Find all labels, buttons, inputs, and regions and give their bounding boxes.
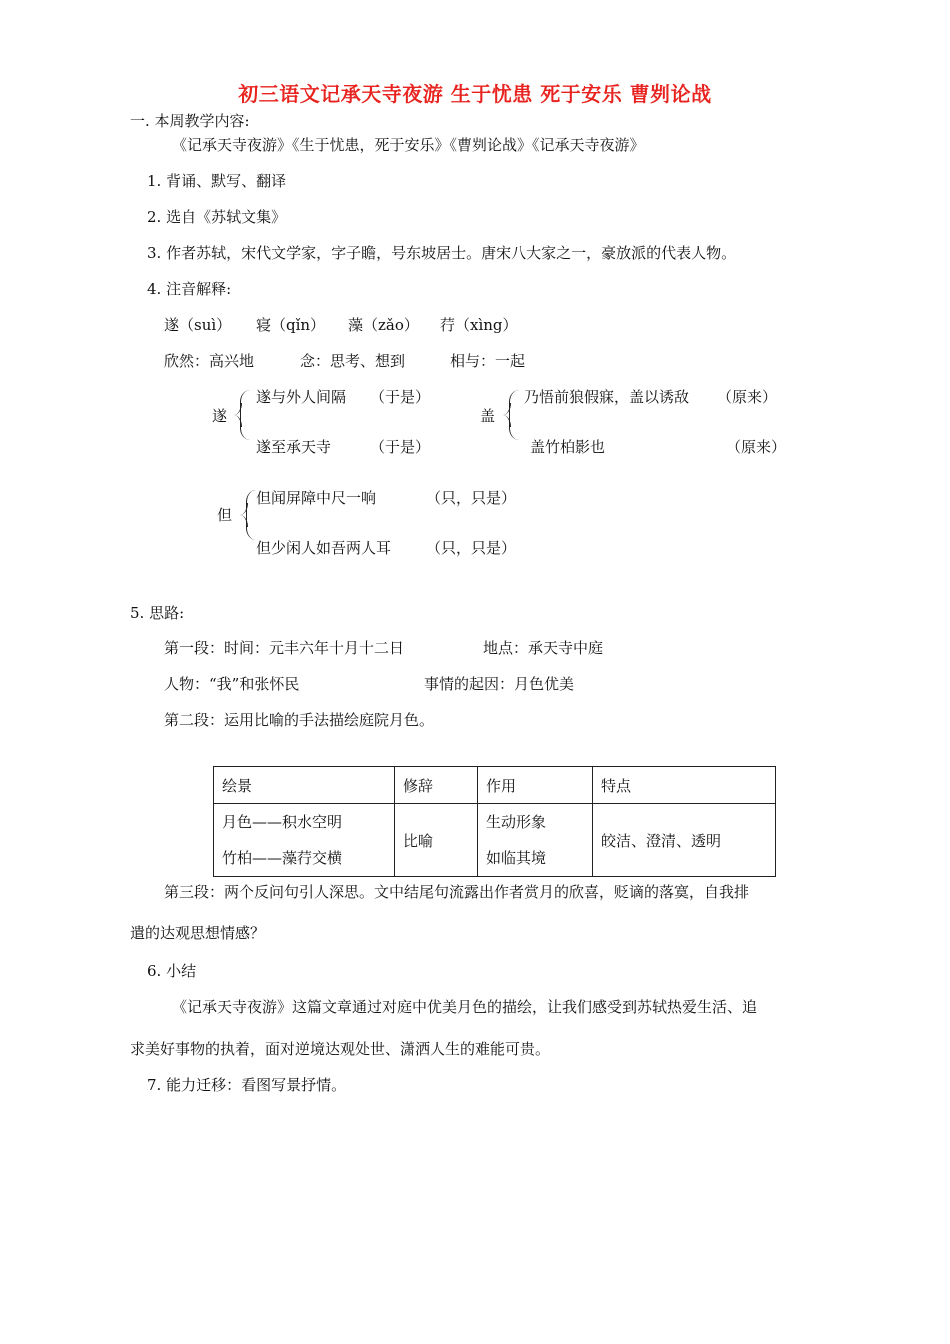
section-heading-transfer: 7. 能力迁移：看图写景抒情。 — [147, 1076, 347, 1094]
item-annotation: 4. 注音解释: — [147, 280, 232, 298]
section-heading-outline: 5. 思路: — [130, 604, 185, 622]
effect-vivid: 生动形象 — [486, 813, 547, 831]
meaning-xiangyu: 相与：一起 — [450, 352, 526, 370]
outline-people: 人物：“我”和张怀民 — [164, 675, 300, 693]
group-line: 遂与外人间隔 — [256, 388, 347, 406]
brace-icon — [509, 390, 524, 440]
item-recite: 1. 背诵、默写、翻译 — [147, 172, 287, 190]
pinyin-xing: 荇（xìng） — [440, 316, 518, 334]
summary-line: 《记承天寺夜游》这篇文章通过对庭中优美月色的描绘，让我们感受到苏轼热爱生活、追 — [172, 998, 758, 1016]
group-note: （原来） — [717, 388, 778, 406]
group-line: 遂至承天寺 — [256, 438, 332, 456]
group-note: （原来） — [726, 438, 787, 456]
group-line: 但少闲人如吾两人耳 — [256, 539, 392, 557]
table-header-cell: 作用 — [478, 767, 593, 804]
outline-para2: 第二段：运用比喻的手法描绘庭院月色。 — [164, 711, 435, 729]
group-line: 乃悟前狼假寐，盖以诱敌 — [524, 388, 690, 406]
table-header-row — [214, 767, 776, 804]
summary-line: 求美好事物的执着，面对逆境达观处世、潇洒人生的难能可贵。 — [130, 1040, 551, 1058]
group-char: 遂 — [212, 407, 228, 425]
pinyin-qin: 寝（qǐn） — [256, 316, 326, 334]
table-header-cell: 特点 — [593, 767, 776, 804]
scene-moon: 月色——积水空明 — [222, 813, 343, 831]
group-note: （只，只是） — [426, 489, 517, 507]
effect-immersive: 如临其境 — [486, 849, 547, 867]
group-note: （于是） — [370, 388, 431, 406]
table-header-cell: 修辞 — [395, 767, 478, 804]
section-heading-summary: 6. 小结 — [147, 962, 197, 980]
meaning-nian: 念：思考、想到 — [300, 352, 406, 370]
pinyin-sui: 遂（suì） — [164, 316, 232, 334]
group-line: 但闻屏障中尺一响 — [256, 489, 377, 507]
group-note: （于是） — [370, 438, 431, 456]
outline-place: 地点：承天寺中庭 — [483, 639, 604, 657]
para3-line: 第三段：两个反问句引人深思。文中结尾句流露出作者赏月的欣喜，贬谪的落寞，自我排 — [164, 883, 750, 901]
analysis-table — [213, 766, 776, 877]
pinyin-zao: 藻（zǎo） — [348, 316, 419, 334]
item-author: 3. 作者苏轼，宋代文学家，字子瞻，号东坡居士。唐宋八大家之一，豪放派的代表人物。 — [147, 244, 737, 262]
group-note: （只，只是） — [426, 539, 517, 557]
texts-list: 《记承天寺夜游》《生于忧患，死于安乐》《曹刿论战》《记承天寺夜游》 — [172, 136, 645, 154]
brace-icon — [240, 390, 255, 440]
table-header-cell: 绘景 — [214, 767, 395, 804]
group-char: 但 — [217, 506, 233, 524]
para3-line: 遣的达观思想情感？ — [130, 924, 266, 942]
section-heading-content: 一. 本周教学内容: — [130, 112, 250, 130]
table-cell-scene — [214, 804, 395, 877]
group-line: 盖竹柏影也 — [530, 438, 606, 456]
item-source: 2. 选自《苏轼文集》 — [147, 208, 287, 226]
table-cell-effect — [478, 804, 593, 877]
scene-bamboo: 竹柏——藻荇交横 — [222, 849, 343, 867]
outline-time: 第一段：时间：元丰六年十月十二日 — [164, 639, 405, 657]
page-title: 初三语文记承天寺夜游 生于忧患 死于安乐 曹刿论战 — [238, 82, 712, 106]
meaning-xinran: 欣然：高兴地 — [164, 352, 255, 370]
table-cell-rhetoric: 比喻 — [395, 804, 478, 877]
table-row — [214, 804, 776, 877]
outline-cause: 事情的起因：月色优美 — [424, 675, 575, 693]
group-char: 盖 — [480, 407, 496, 425]
table-cell-feature: 皎洁、澄清、透明 — [593, 804, 776, 877]
